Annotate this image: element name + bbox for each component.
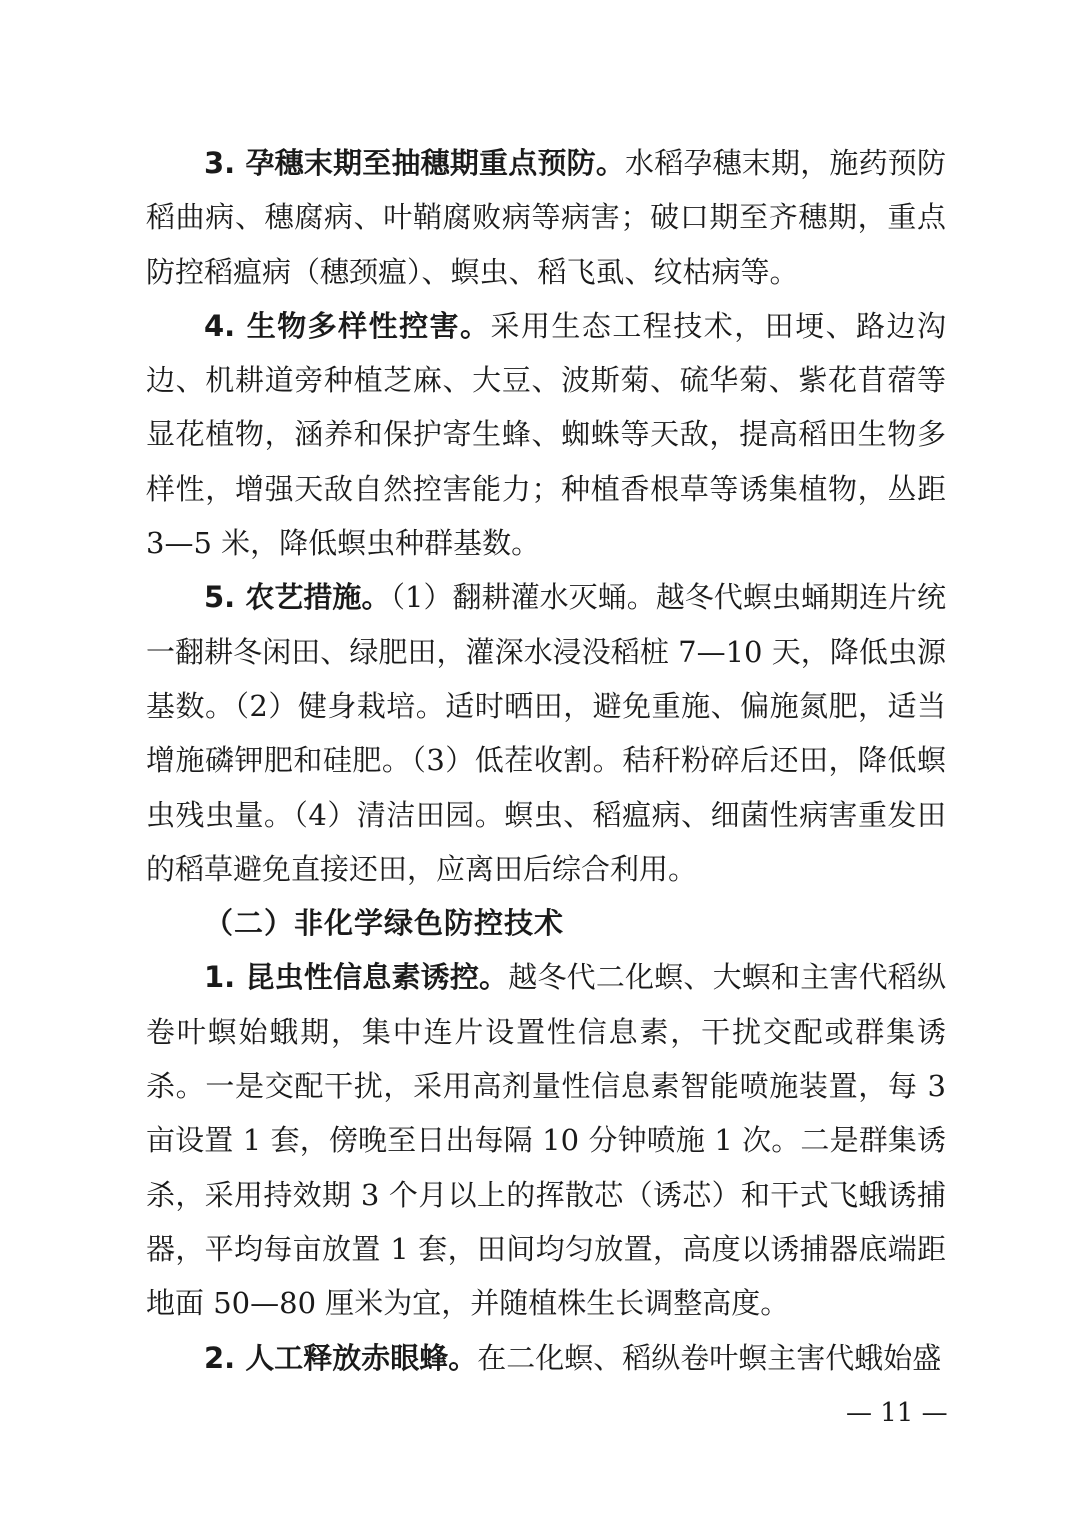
paragraph-text: 采用生态工程技术，田埂、路边沟边、机耕道旁种植芝麻、大豆、波斯菊、硫华菊、紫花苜蓿等显花植物，涵养和保护寄生蜂、蜘蛛等天敌，提高稻田生物多样性，增强天敌自然控害能力；种植香根草等诱集植物，丛距 3—5 米，降低螟虫种群基数。 [146, 308, 946, 561]
page-number: — 11 — [846, 1398, 948, 1428]
document-body [146, 136, 946, 1385]
paragraph-lead: 3. 孕穗末期至抽穗期重点预防。 [204, 146, 626, 180]
paragraph-booting-to-heading-prevention [146, 136, 946, 299]
paragraph-trichogramma-release [146, 1331, 946, 1385]
paragraph-biodiversity-control [146, 299, 946, 570]
paragraph-text: 水稻孕穗末期，施药预防稻曲病、穗腐病、叶鞘腐败病等病害；破口期至齐穗期，重点防控稻瘟病（穗颈瘟）、螟虫、稻飞虱、纹枯病等。 [146, 146, 946, 289]
paragraph-agronomic-measures [146, 570, 946, 896]
paragraph-text: 越冬代二化螟、大螟和主害代稻纵卷叶螟始蛾期，集中连片设置性信息素，干扰交配或群集诱杀。一是交配干扰，采用高剂量性信息素智能喷施装置，每 3 亩设置 1 套，傍晚至日出每隔 10 分钟喷施 1 次。二是群集诱杀，采用持效期 3 个月以上的挥散芯（诱芯）和干式飞蛾诱捕器，平均每亩放置 1 套，田间均匀放置，高度以诱捕器底端距地面 50—80 厘米为宜，并随植株生长调整高度。 [146, 960, 946, 1321]
paragraph-pheromone-trapping [146, 950, 946, 1330]
paragraph-lead: 4. 生物多样性控害。 [204, 308, 491, 343]
paragraph-lead: 1. 昆虫性信息素诱控。 [204, 960, 509, 995]
paragraph-lead: 2. 人工释放赤眼蜂。 [204, 1340, 478, 1375]
paragraph-text: （1）翻耕灌水灭蛹。越冬代螟虫蛹期连片统一翻耕冬闲田、绿肥田，灌深水浸没稻桩 7—10 天，降低虫源基数。（2）健身栽培。适时晒田，避免重施、偏施氮肥，适当增施磷钾肥和硅肥。（3）低茬收割。秸秆粉碎后还田，降低螟虫残虫量。（4）清洁田园。螟虫、稻瘟病、细菌性病害重发田的稻草避免直接还田，应离田后综合利用。 [146, 580, 947, 886]
section-heading: （二）非化学绿色防控技术 [204, 906, 565, 941]
paragraph-lead: 5. 农艺措施。 [204, 580, 391, 615]
paragraph-text: 在二化螟、稻纵卷叶螟主害代蛾始盛 [477, 1340, 942, 1375]
